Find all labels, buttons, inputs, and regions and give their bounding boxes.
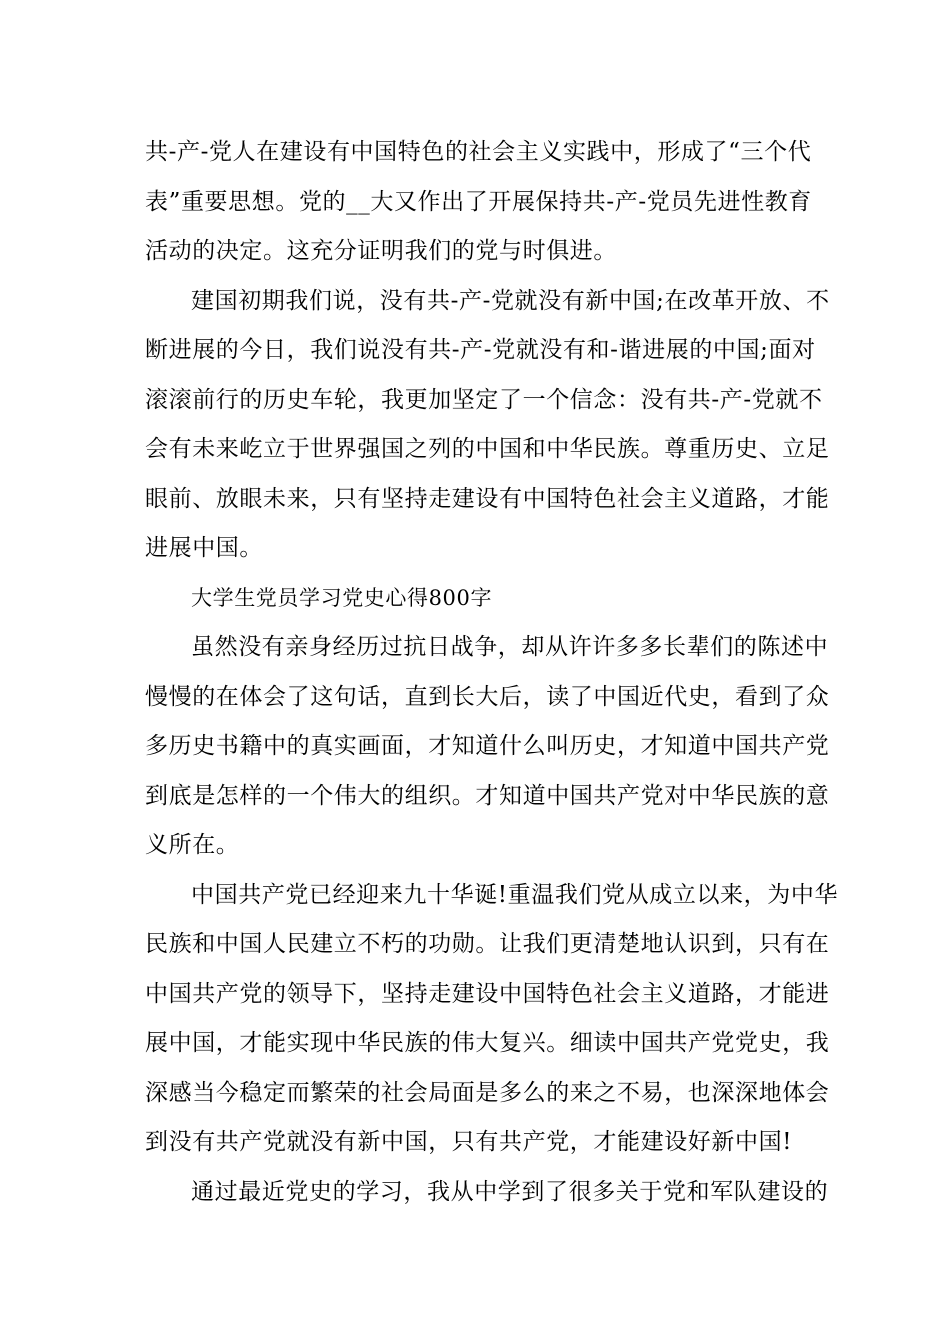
- text-line: 断进展的今日，我们说没有共-产-党就没有和-谐进展的中国;面对: [145, 337, 816, 363]
- text-line: 中国共产党的领导下，坚持走建设中国特色社会主义道路，才能进: [145, 980, 830, 1007]
- section-title: 大学生党员学习党史心得800字: [191, 585, 493, 610]
- text-line: 深感当今稳定而繁荣的社会局面是多么的来之不易，也深深地体会: [145, 1079, 830, 1106]
- paragraph-war-history: [145, 623, 830, 871]
- paragraph-three-represents: [145, 128, 812, 277]
- text-line: 到没有共产党就没有新中国，只有共产党，才能建设好新中国!: [145, 1129, 793, 1155]
- text-line: 虽然没有亲身经历过抗日战争，却从许许多多长辈们的陈述中: [191, 634, 829, 660]
- text-line: 到底是怎样的一个伟大的组织。才知道中国共产党对中华民族的意: [145, 782, 830, 809]
- text-line: 建国初期我们说，没有共-产-党就没有新中国;在改革开放、不: [191, 287, 830, 314]
- text-line: 表”重要思想。党的__大又作出了开展保持共-产-党员先进性教育: [145, 188, 812, 215]
- text-line: 通过最近党史的学习，我从中学到了很多关于党和军队建设的: [191, 1178, 829, 1205]
- text-line: 中国共产党已经迎来九十华诞!重温我们党从成立以来，为中华: [191, 881, 839, 908]
- text-line: 滚滚前行的历史车轮，我更加坚定了一个信念：没有共-产-党就不: [145, 386, 823, 413]
- text-line: 展中国，才能实现中华民族的伟大复兴。细读中国共产党党史，我: [145, 1030, 830, 1056]
- text-line: 慢慢的在体会了这句话，直到长大后，读了中国近代史，看到了众: [145, 683, 830, 710]
- paragraph-founding-period: [145, 277, 830, 574]
- paragraph-ninetieth-anniversary: [145, 871, 839, 1168]
- document-body: [145, 128, 839, 1217]
- text-line: 进展中国。: [145, 535, 263, 561]
- text-line: 多历史书籍中的真实画面，才知道什么叫历史，才知道中国共产党: [145, 733, 830, 759]
- text-line: 共-产-党人在建设有中国特色的社会主义实践中，形成了“三个代: [145, 139, 812, 165]
- text-line: 活动的决定。这充分证明我们的党与时俱进。: [145, 238, 617, 264]
- text-line: 眼前、放眼未来，只有坚持走建设有中国特色社会主义道路，才能: [145, 485, 830, 512]
- text-line: 民族和中国人民建立不朽的功勋。让我们更清楚地认识到，只有在: [145, 931, 830, 957]
- section-heading: [145, 574, 807, 624]
- text-line: 会有未来屹立于世界强国之列的中国和中华民族。尊重历史、立足: [145, 436, 830, 462]
- paragraph-recent-study: [145, 1168, 829, 1218]
- text-line: 义所在。: [145, 832, 240, 858]
